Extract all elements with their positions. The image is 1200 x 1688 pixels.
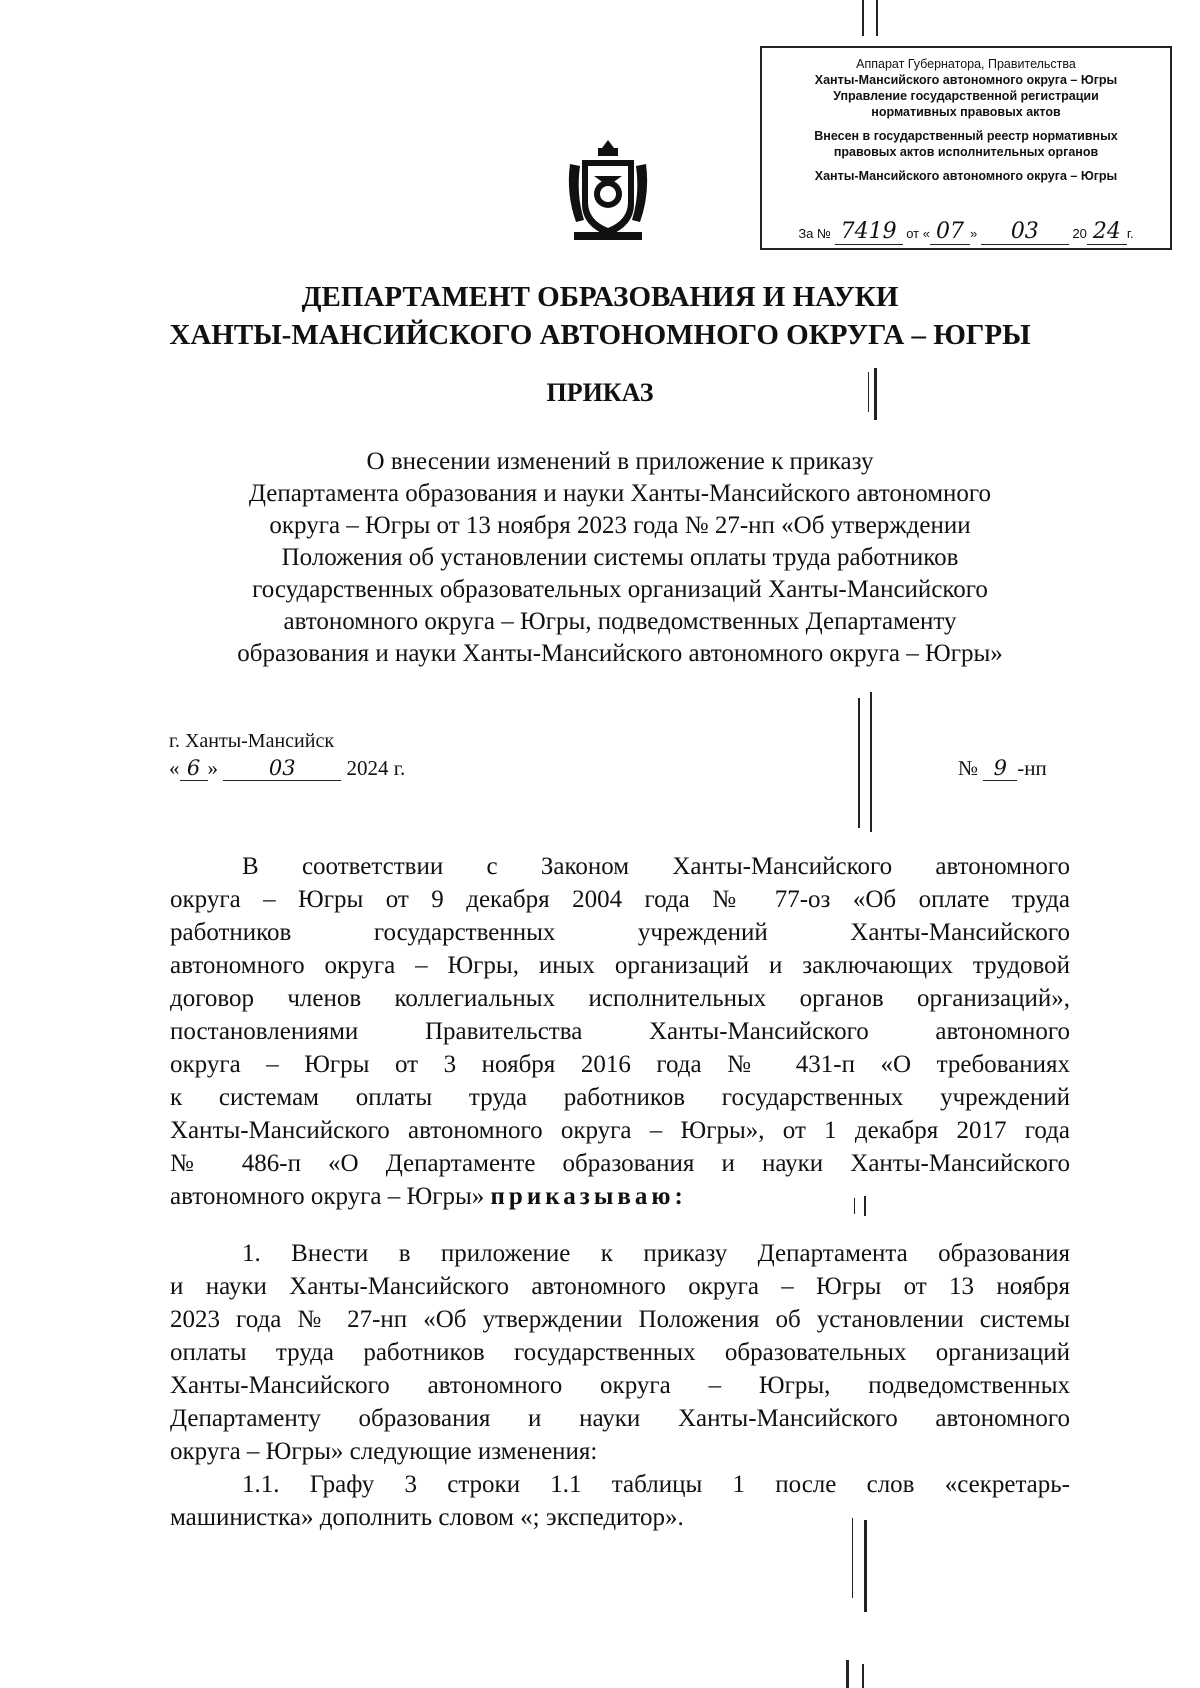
scan-mark: [858, 698, 860, 828]
text-line: округа – Югры от 3 ноября 2016 года № 431-п «О требованиях: [170, 1051, 1070, 1078]
number-prefix: №: [958, 756, 979, 780]
document-date: [169, 756, 405, 781]
order-word: приказываю:: [490, 1183, 687, 1210]
scan-mark: [846, 1660, 849, 1688]
stamp-line: Внесен в государственный реестр нормативных: [814, 129, 1118, 143]
scan-mark: [854, 1198, 855, 1214]
date-month: 03: [223, 756, 341, 781]
subject-line: образования и науки Ханты-Мансийского автономного округа – Югры»: [237, 640, 1003, 667]
stamp-reg-mid: »: [969, 226, 978, 241]
scan-mark: [862, 1664, 864, 1688]
subject-line: Департамента образования и науки Ханты-Мансийского автономного: [248, 480, 992, 507]
text-line: к системам оплаты труда работников государственных учреждений: [170, 1084, 1070, 1111]
text-line: оплаты труда работников государственных образовательных организаций: [170, 1339, 1070, 1366]
stamp-line: Аппарат Губернатора, Правительства: [856, 57, 1076, 71]
stamp-reg-number: 7419: [835, 219, 903, 245]
stamp-registration-number: [762, 219, 1170, 244]
subject-line: государственных образовательных организаций Ханты-Мансийского: [252, 576, 988, 603]
scan-mark: [852, 1518, 853, 1598]
document-subject: [160, 446, 1080, 670]
registration-stamp: [760, 46, 1172, 250]
department-name-line2: ХАНТЫ-МАНСИЙСКОГО АВТОНОМНОГО ОКРУГА – ЮГРЫ: [169, 319, 1031, 351]
date-year: 2024 г.: [346, 756, 406, 780]
department-name-line1: ДЕПАРТАМЕНТ ОБРАЗОВАНИЯ И НАУКИ: [301, 281, 899, 313]
text-line: № 486-п «О Департаменте образования и науки Ханты-Мансийского: [170, 1150, 1070, 1177]
stamp-reg-prefix: За №: [798, 226, 831, 241]
stamp-reg-year: 24: [1087, 219, 1127, 245]
text-line: договор членов коллегиальных исполнительных органов организаций»,: [170, 985, 1070, 1012]
subject-line: Положения об установлении системы оплаты труда работников: [281, 544, 959, 571]
text-line: округа – Югры» следующие изменения:: [170, 1438, 598, 1465]
scan-mark: [874, 368, 877, 420]
text-line: автономного округа – Югры, иных организаций и заключающих трудовой: [170, 952, 1070, 979]
text-line: [170, 1180, 1070, 1213]
text-line: и науки Ханты-Мансийского автономного округа – Югры от 13 ноября: [170, 1273, 1070, 1300]
number-value: 9: [983, 756, 1017, 781]
text-line: округа – Югры от 9 декабря 2004 года № 77-оз «Об оплате труда: [170, 886, 1070, 913]
stamp-line: Ханты-Мансийского автономного округа – Югры: [814, 169, 1118, 183]
number-suffix: -нп: [1017, 756, 1047, 780]
stamp-reg-from: от «: [906, 226, 930, 241]
scan-mark: [868, 372, 869, 412]
stamp-reg-suffix: г.: [1126, 226, 1134, 241]
document-number: [958, 756, 1047, 781]
text-line: 2023 года № 27-нп «Об утверждении Положения об установлении системы: [170, 1306, 1070, 1333]
text-line: машинистка» дополнить словом «; экспедитор».: [170, 1504, 684, 1531]
preamble-paragraph: [170, 850, 1070, 1213]
text-line: Департаменту образования и науки Ханты-Мансийского автономного: [170, 1405, 1070, 1432]
subject-line: округа – Югры от 13 ноября 2023 года № 27-нп «Об утверждении: [269, 512, 971, 539]
stamp-line: Ханты-Мансийского автономного округа – Югры: [814, 73, 1118, 87]
text-line: 1. Внести в приложение к приказу Департамента образования: [242, 1240, 1070, 1267]
preamble-last-text: автономного округа – Югры»: [170, 1183, 485, 1210]
text-line: В соответствии с Законом Ханты-Мансийского автономного: [242, 853, 1070, 880]
place-of-issue: г. Ханты-Мансийск: [169, 730, 335, 752]
stamp-reg-month: 03: [981, 219, 1069, 245]
scan-mark: [870, 692, 872, 832]
item-1-paragraph: [170, 1237, 1070, 1534]
coat-of-arms-emblem: [562, 134, 654, 246]
scan-mark: [864, 1520, 867, 1612]
text-line: постановлениями Правительства Ханты-Мансийского автономного: [170, 1018, 1070, 1045]
text-line: работников государственных учреждений Ханты-Мансийского: [170, 919, 1070, 946]
text-line: Ханты-Мансийского автономного округа – Югры», от 1 декабря 2017 года: [170, 1117, 1070, 1144]
date-day: 6: [180, 756, 208, 781]
stamp-line: Управление государственной регистрации: [833, 89, 1099, 103]
stamp-line: нормативных правовых актов: [871, 105, 1061, 119]
subject-line: автономного округа – Югры, подведомственных Департаменту: [283, 608, 957, 635]
date-open-quote: «: [169, 756, 180, 780]
stamp-reg-year-prefix: 20: [1072, 226, 1087, 241]
stamp-reg-day: 07: [930, 219, 970, 245]
subject-line: О внесении изменений в приложение к приказу: [366, 448, 874, 475]
scan-mark: [876, 0, 878, 36]
text-line: Ханты-Мансийского автономного округа – Югры, подведомственных: [170, 1372, 1070, 1399]
date-close-quote: »: [207, 756, 218, 780]
text-line: 1.1. Графу 3 строки 1.1 таблицы 1 после слов «секретарь-: [242, 1471, 1070, 1498]
scan-mark: [864, 1196, 866, 1216]
document-type: ПРИКАЗ: [546, 378, 654, 407]
scan-mark: [862, 0, 864, 36]
stamp-line: правовых актов исполнительных органов: [833, 145, 1099, 159]
